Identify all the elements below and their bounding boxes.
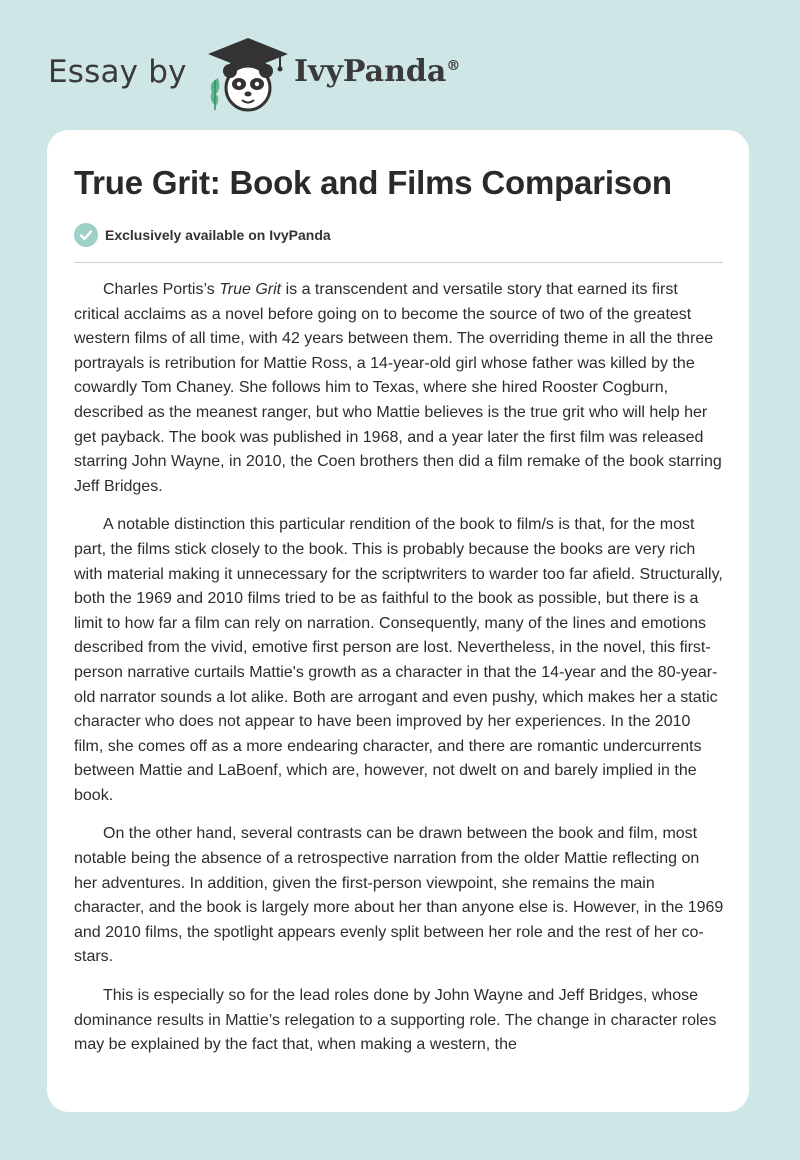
essay-body — [74, 278, 724, 1072]
essay-card — [47, 130, 749, 1112]
exclusive-badge-label: Exclusively available on IvyPanda — [105, 227, 331, 243]
brand-header — [48, 34, 508, 114]
panda-logo-icon — [200, 34, 290, 114]
paragraph: Charles Portis’s True Grit is a transcendent and versatile story that earned its first critical acclaims as a novel before going on to become the source of two of the greatest western films of all time, with 42 years between them. The overriding theme in all the three portrayals is retribution for Mattie Ross, a 14-year-old girl whose father was killed by the cowardly Tom Chaney. She follows him to Texas, where she hired Rooster Cogburn, described as the meanest ranger, but who Mattie believes is the true grit who will help her get payback. The book was published in 1968, and a year later the first film was released starring John Wayne, in 2010, the Coen brothers then did a film remake of the book starring Jeff Bridges. — [74, 281, 722, 495]
brand-name: IvyPanda® — [294, 54, 461, 89]
paragraph: On the other hand, several contrasts can be drawn between the book and film, most notable being the absence of a retrospective narration from the older Mattie reflecting on her adventures. In addition, given the first-person viewpoint, she remains the main character, and the book is largely more about her than anyone else is. However, in the 1969 and 2010 films, the spotlight appears evenly split between her role and the rest of her co-stars. — [74, 825, 724, 966]
essay-title: True Grit: Book and Films Comparison — [74, 164, 672, 201]
brand-prefix: Essay by — [48, 54, 187, 90]
paragraph: This is especially so for the lead roles done by John Wayne and Jeff Bridges, whose dominance results in Mattie’s relegation to a supporting role. The change in character roles may be explained by the fact that, when making a western, the — [74, 987, 717, 1054]
paragraph: A notable distinction this particular rendition of the book to film/s is that, for the most part, the films stick closely to the book. This is probably because the books are very rich with material making it unnecessary for the scriptwriters to warder too far afield. Structurally, both the 1969 and 2010 films tried to be as faithful to the book as possible, but there is a limit to how far a film can rely on narration. Consequently, many of the lines and emotions described from the vivid, emotive first person are lost. Nevertheless, in the novel, this first-person narrative curtails Mattie's growth as a character in that the 14-year and the 80-year-old narrator sounds a lot alike. Both are arrogant and even pushy, which makes her a static character who does not appear to have been improved by her experiences. In the 2010 film, she comes off as a more endearing character, and there are romantic undercurrents between Mattie and LaBoenf, which are, however, not dwelt on and barely implied in the book. — [74, 516, 723, 804]
divider — [74, 262, 723, 263]
exclusive-badge — [74, 222, 331, 248]
checkmark-circle-icon — [74, 223, 98, 247]
